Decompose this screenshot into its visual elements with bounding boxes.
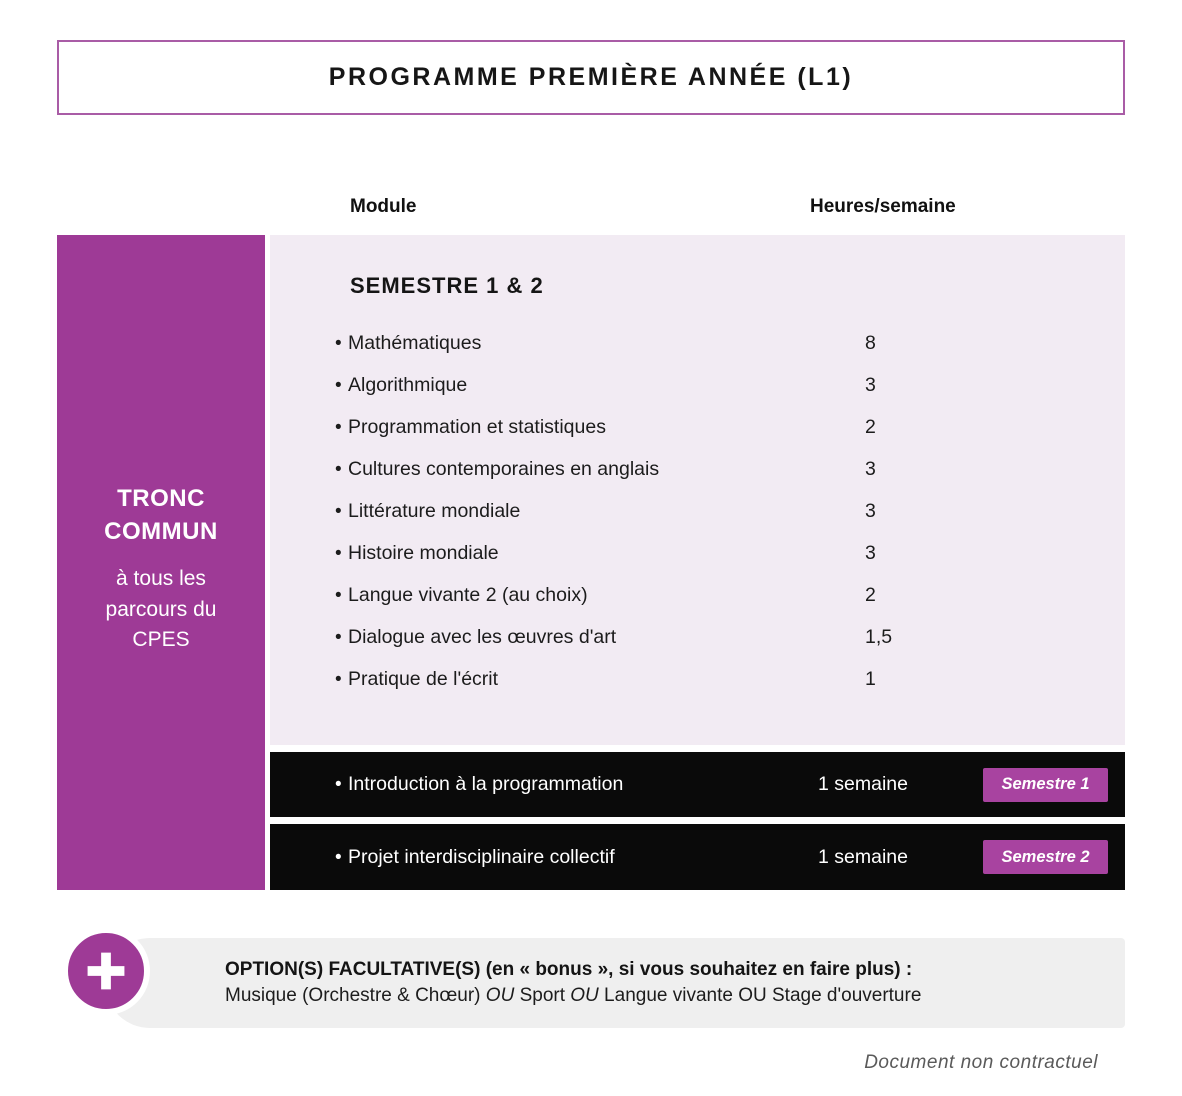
options-segment: Musique (Orchestre & Chœur) [225,985,486,1006]
bullet-icon [335,628,342,647]
module-name: Pratique de l'écrit [348,667,499,690]
column-header-module: Module [350,196,417,217]
intensive-row-semester1 [270,752,1125,817]
options-bar [105,938,1125,1028]
page-title: PROGRAMME PREMIÈRE ANNÉE (L1) [328,63,854,91]
module-hours: 3 [865,457,876,480]
bullet-icon [335,376,342,395]
module-name: Histoire mondiale [348,541,499,564]
module-row [270,574,1125,616]
module-hours: 1,5 [865,625,893,648]
intensive-duration: 1 semaine [818,845,908,868]
intensive-row-semester2 [270,824,1125,890]
bullet-icon [335,848,342,867]
options-text [225,957,921,1009]
module-row [270,364,1125,406]
module-hours: 2 [865,583,876,606]
bullet-icon [335,502,342,521]
module-name: Littérature mondiale [348,499,521,522]
module-hours: 3 [865,541,876,564]
options-segment: OU [485,985,515,1006]
module-name: Programmation et statistiques [348,415,606,438]
options-segment: Sport [514,985,571,1006]
semester-panel [270,235,1125,745]
sidebar-title: TRONC COMMUN [104,485,218,545]
semester-badge: Semestre 1 [983,768,1108,802]
module-hours: 8 [865,331,876,354]
module-hours: 3 [865,373,876,396]
options-heading: OPTION(S) FACULTATIVE(S) (en « bonus », si vous souhaitez en faire plus) : [225,959,913,980]
footer-disclaimer: Document non contractuel [864,1052,1098,1073]
plus-icon [62,927,150,1015]
bullet-icon [335,418,342,437]
bullet-icon [335,775,342,794]
module-row [270,406,1125,448]
options-segment: Langue vivante OU Stage d'ouverture [598,985,922,1006]
options-detail [225,983,921,1009]
bullet-icon [335,460,342,479]
module-hours: 1 [865,667,876,690]
module-hours: 2 [865,415,876,438]
bullet-icon [335,586,342,605]
module-row [270,532,1125,574]
bullet-icon [335,544,342,563]
module-name: Dialogue avec les œuvres d'art [348,625,617,648]
sidebar-tronc-commun [57,235,265,890]
module-row [270,616,1125,658]
module-name: Algorithmique [348,373,468,396]
options-segment: OU [570,985,599,1006]
module-row [270,490,1125,532]
intensive-duration: 1 semaine [818,773,908,795]
module-name: Cultures contemporaines en anglais [348,457,660,480]
semester-badge: Semestre 2 [983,840,1108,874]
bullet-icon [335,670,342,689]
sidebar-subtitle: à tous les parcours du CPES [105,567,217,652]
bullet-icon [335,334,342,353]
intensive-name: Projet interdisciplinaire collectif [348,845,615,868]
module-row [270,448,1125,490]
column-header-hours: Heures/semaine [810,196,956,217]
title-box [57,40,1125,115]
module-hours: 3 [865,499,876,522]
semester-heading: SEMESTRE 1 & 2 [350,273,544,298]
intensive-name: Introduction à la programmation [348,773,624,795]
module-list [270,322,1125,700]
module-name: Mathématiques [348,331,482,354]
module-row [270,322,1125,364]
module-row [270,658,1125,700]
module-name: Langue vivante 2 (au choix) [348,583,588,606]
